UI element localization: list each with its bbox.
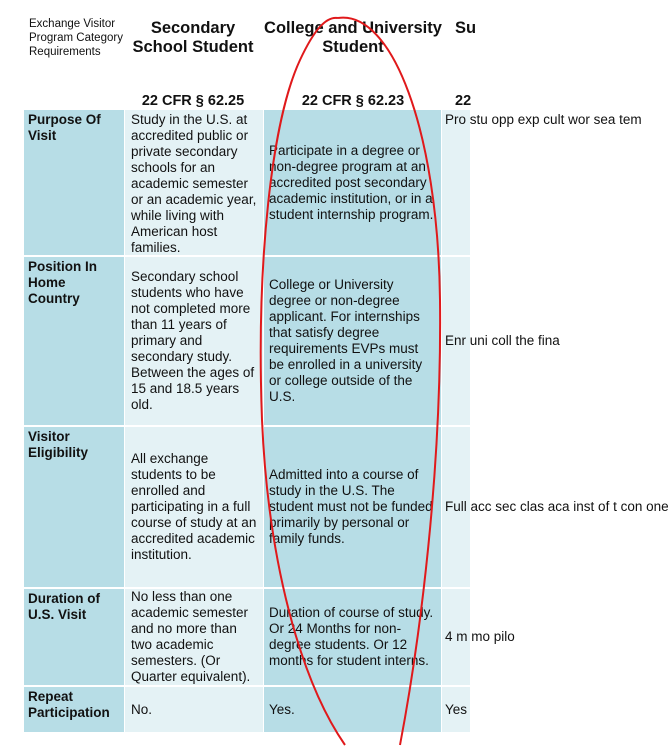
cfr-college: 22 CFR § 62.23 bbox=[301, 93, 405, 109]
table-row bbox=[24, 427, 669, 587]
table-row bbox=[24, 687, 470, 732]
column-title-secondary: Secondary School Student bbox=[132, 19, 254, 56]
table-row bbox=[24, 257, 560, 425]
table-cell: Full acc sec clas aca inst of t con one bbox=[442, 427, 470, 587]
cfr-third: 22 bbox=[455, 93, 472, 109]
row-label: Visitor Eligibility bbox=[24, 427, 124, 587]
row-label: Purpose Of Visit bbox=[24, 110, 124, 255]
table-cell: 4 m mo pilo bbox=[442, 589, 470, 685]
table-cell: No less than one academic semester and no more than two academic semesters. (Or Quarter equivalent). bbox=[125, 589, 263, 685]
table-cell: Enr uni coll the fina bbox=[442, 257, 470, 425]
table-row bbox=[24, 110, 642, 255]
table-cell: Yes bbox=[442, 687, 470, 732]
row-label: Repeat Participation bbox=[24, 687, 124, 732]
column-title-third: Su bbox=[455, 19, 477, 37]
table-cell: College or University degree or non-degree applicant. For internships that satisfy degree requirements EVPs must be enrolled in a university or college outside of the U.S. bbox=[264, 257, 441, 425]
column-title-college: College and University Student bbox=[264, 19, 442, 56]
row-label: Duration of U.S. Visit bbox=[24, 589, 124, 685]
row-label: Position In Home Country bbox=[24, 257, 124, 425]
table-cell: No. bbox=[125, 687, 263, 732]
table-cell: Yes. bbox=[264, 687, 441, 732]
table-cell: All exchange students to be enrolled and participating in a full course of study at an accredited academic institution. bbox=[125, 427, 263, 587]
table-cell: Secondary school students who have not completed more than 11 years of primary and secondary study. Between the ages of 15 and 18.5 years old. bbox=[125, 257, 263, 425]
table-row bbox=[24, 589, 515, 685]
table-cell: Admitted into a course of study in the U.S. The student must not be funded primarily by personal or family funds. bbox=[264, 427, 441, 587]
table-cell: Study in the U.S. at accredited public or private secondary schools for an academic semester or an academic year, while living with American host families. bbox=[125, 110, 263, 255]
category-note: Exchange Visitor Program Category Requirements bbox=[29, 18, 123, 58]
table-cell: Participate in a degree or non-degree program at an accredited post secondary academic institution, or in a student internship program. bbox=[264, 110, 441, 255]
cfr-secondary: 22 CFR § 62.25 bbox=[141, 93, 245, 109]
table-cell: Duration of course of study. Or 24 Months for non-degree students. Or 12 months for student interns. bbox=[264, 589, 441, 685]
table-cell: Pro stu opp exp cult wor sea tem bbox=[442, 110, 470, 255]
